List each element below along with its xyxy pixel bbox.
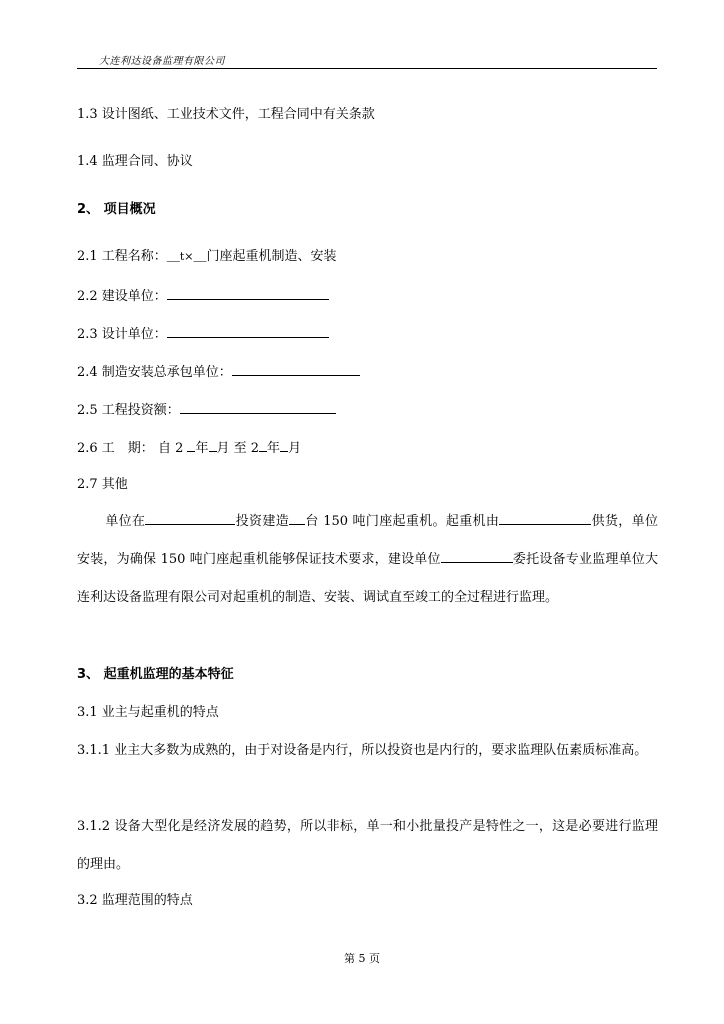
para-part-3: 台 150 吨门座起重机。起重机由	[305, 514, 500, 529]
section-2-title: 2、 项目概况	[77, 202, 156, 217]
para-part-1: 单位在	[105, 514, 146, 529]
item-2-2	[77, 286, 329, 306]
item-2-3	[77, 324, 329, 344]
item-2-5	[77, 400, 336, 420]
item-2-1-prefix: 2.1 工程名称：＿	[77, 249, 180, 264]
page-header	[77, 52, 657, 69]
blank-4	[280, 438, 288, 452]
item-2-4-blank	[232, 362, 360, 376]
paragraph-2-7	[77, 503, 658, 617]
item-2-3-blank	[167, 324, 329, 338]
para-blank-2	[289, 511, 305, 525]
item-2-2-label: 2.2 建设单位：	[77, 289, 167, 304]
header-company-name: 大连利达设备监理有限公司	[99, 56, 225, 67]
item-1-4: 1.4 监理合同、协议	[77, 154, 193, 169]
item-2-4	[77, 362, 360, 382]
item-2-6-a: 2.6 工 期： 自 2	[77, 441, 188, 456]
item-2-6-b: 年	[195, 441, 209, 456]
para-part-5: 委托设备专业监理单位大连利达设备监理有限公司对起重机的制造、安装、调试直至竣工的全过程进行监理。	[77, 552, 658, 605]
item-2-1-suffix: ＿门座起重机制造、安装	[193, 249, 337, 264]
item-3-1-2: 3.1.2 设备大型化是经济发展的趋势，所以非标，单一和小批量投产是特性之一，这是必要进行监理的理由。	[77, 819, 658, 872]
item-2-5-label: 2.5 工程投资额：	[77, 403, 180, 418]
page-number: 第 5 页	[344, 952, 380, 965]
item-2-6-d: 年	[267, 441, 281, 456]
item-2-4-label: 2.4 制造安装总承包单位：	[77, 365, 232, 380]
item-2-6-e: 月	[288, 441, 302, 456]
item-1-3: 1.3 设计图纸、工业技术文件，工程合同中有关条款	[77, 107, 375, 122]
item-2-1-mid: t×	[179, 250, 194, 263]
section-3-title: 3、 起重机监理的基本特征	[77, 667, 234, 682]
item-2-1	[77, 248, 336, 266]
item-3-1-1: 3.1.1 业主大多数为成熟的，由于对设备是内行，所以投资也是内行的，要求监理队伍素质标准高。	[77, 743, 648, 758]
item-2-6	[77, 438, 301, 458]
item-2-6-c: 月 至 2	[216, 441, 260, 456]
item-3-1: 3.1 业主与起重机的特点	[77, 705, 219, 720]
item-2-7: 2.7 其他	[77, 477, 128, 492]
item-2-3-label: 2.3 设计单位：	[77, 327, 167, 342]
para-blank-1	[145, 511, 235, 525]
blank-3	[259, 438, 267, 452]
item-2-5-blank	[180, 400, 336, 414]
blank-2	[209, 438, 217, 452]
item-3-2: 3.2 监理范围的特点	[77, 893, 193, 908]
para-blank-3	[499, 511, 591, 525]
para-blank-4	[441, 549, 513, 563]
para-part-4: 供货，单位安装，为确保 150 吨门座起重机能够保证技术要求，建设单位	[77, 514, 658, 567]
para-part-2: 投资建造	[235, 514, 290, 529]
item-2-2-blank	[167, 286, 329, 300]
